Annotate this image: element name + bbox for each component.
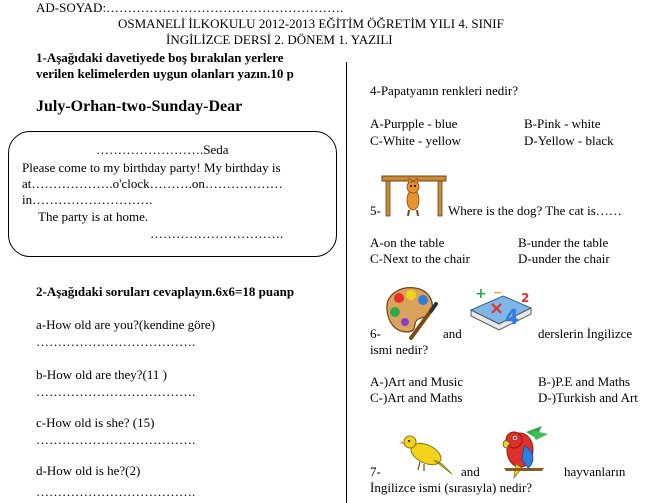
- q4-question: 4-Papatyanın renkleri nedir?: [370, 83, 518, 98]
- exam-subtitle: İNGİLİZCE DERSİ 2. DÖNEM 1. YAZILI: [166, 32, 393, 47]
- invite-line1[interactable]: …………………….Seda: [96, 142, 229, 157]
- invite-line6: ………………………….: [150, 226, 284, 241]
- q2-instruction: 2-Aşağıdaki soruları cevaplayın.6x6=18 puanp: [36, 284, 295, 299]
- exam-title: OSMANELİ İLKOKULU 2012-2013 EĞİTİM ÖĞRETİM YILI 4. SINIF: [118, 16, 504, 31]
- q4-option-a[interactable]: A-Purpple - blue: [370, 116, 458, 131]
- svg-text:2: 2: [521, 291, 530, 305]
- q5-option-c[interactable]: C-Next to the chair: [370, 251, 470, 266]
- invite-line5: The party is at home.: [38, 209, 149, 224]
- invite-line4[interactable]: in……………………….: [22, 192, 153, 207]
- q1-word-list: July-Orhan-two-Sunday-Dear: [36, 98, 243, 115]
- q4-option-c[interactable]: C-White - yellow: [370, 133, 461, 148]
- svg-text:4: 4: [505, 305, 519, 329]
- q7-question-line2: İngilizce ismi (sırasıyla) nedir?: [370, 480, 533, 495]
- q5-question: Where is the dog? The cat is……: [448, 203, 622, 218]
- q1-instruction-line2: verilen kelimelerden uygun olanları yazın.10 p: [36, 66, 294, 81]
- q7-number: 7-: [370, 464, 381, 479]
- q2-question-d: d-How old is he?(2): [36, 463, 141, 478]
- q6-option-b[interactable]: B-)P.E and Maths: [538, 374, 631, 389]
- q6-option-c[interactable]: C-)Art and Maths: [370, 390, 463, 405]
- q2-answer-a[interactable]: ……………………………….: [36, 334, 196, 349]
- q6-option-a[interactable]: A-)Art and Music: [370, 374, 464, 389]
- column-divider: [346, 62, 347, 503]
- q6-number: 6-: [370, 326, 381, 341]
- svg-text:+: +: [475, 286, 487, 302]
- q4-option-b[interactable]: B-Pink - white: [524, 116, 601, 131]
- q7-and: and: [461, 464, 480, 479]
- q6-suffix: derslerin İngilizce: [538, 326, 633, 341]
- name-line: AD-SOYAD:……………………………………………….: [36, 0, 344, 15]
- q6-question-line2: ismi nedir?: [370, 342, 429, 357]
- q2-question-b: b-How old are they?(11 ): [36, 367, 167, 382]
- q5-number: 5-: [370, 203, 381, 218]
- q2-answer-d[interactable]: ……………………………….: [36, 484, 196, 499]
- cat-on-table-icon: [380, 170, 448, 218]
- paint-palette-icon: [381, 282, 439, 340]
- q4-option-d[interactable]: D-Yellow - black: [524, 133, 614, 148]
- q6-and: and: [443, 326, 462, 341]
- svg-text:×: ×: [489, 298, 505, 319]
- q2-answer-c[interactable]: ……………………………….: [36, 432, 196, 447]
- math-book-icon: [469, 284, 533, 340]
- q7-suffix: hayvanların: [564, 464, 626, 479]
- q2-answer-b[interactable]: ……………………………….: [36, 384, 196, 399]
- invite-line2: Please come to my birthday party! My birthday is: [22, 160, 281, 175]
- canary-bird-icon: [396, 430, 456, 476]
- q5-option-a[interactable]: A-on the table: [370, 235, 445, 250]
- q5-option-b[interactable]: B-under the table: [518, 235, 609, 250]
- invite-line3[interactable]: at……………….o'clock……….on………………: [22, 176, 283, 191]
- q2-question-a: a-How old are you?(kendine göre): [36, 317, 216, 332]
- svg-text:−: −: [493, 286, 503, 299]
- q6-option-d[interactable]: D-)Turkish and Art: [538, 390, 638, 405]
- q2-question-c: c-How old is she? (15): [36, 415, 155, 430]
- q1-instruction-line1: 1-Aşağıdaki davetiyede boş bırakılan yerlere: [36, 50, 284, 65]
- q5-option-d[interactable]: D-under the chair: [518, 251, 610, 266]
- parrot-icon: [496, 424, 552, 480]
